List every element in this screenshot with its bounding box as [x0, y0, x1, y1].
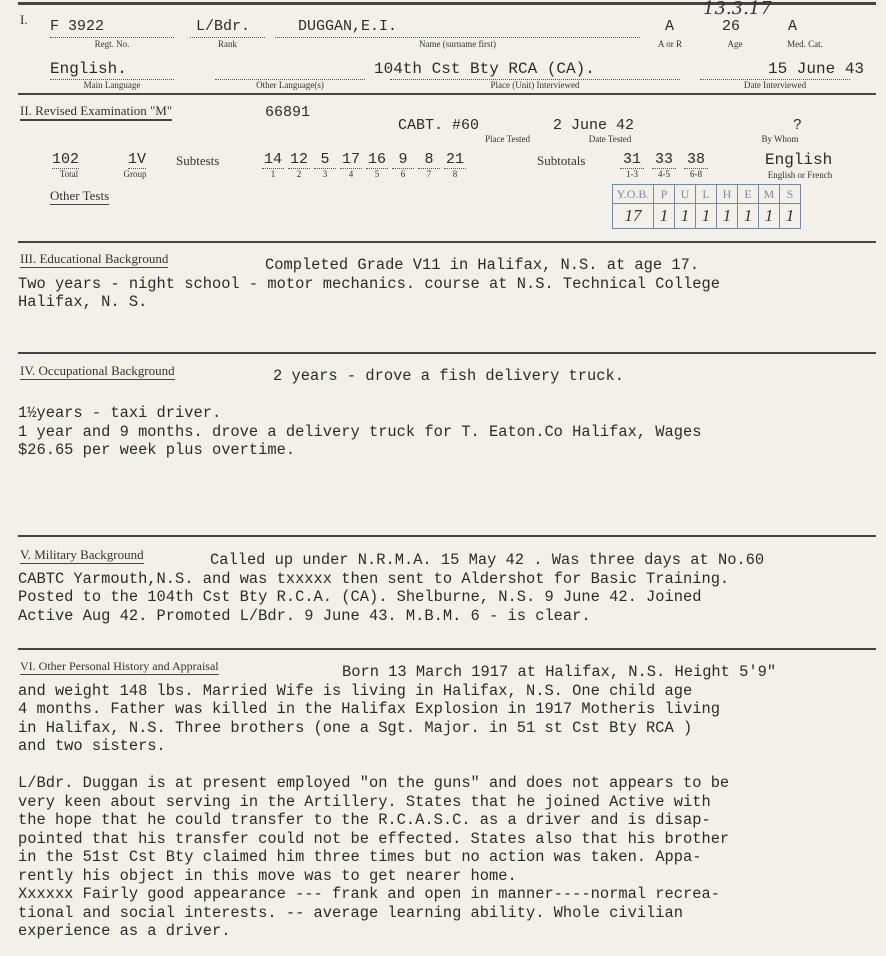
subtotals-label: Subtotals: [537, 153, 586, 168]
subtest-value: 16: [367, 151, 386, 168]
regt-no: F 3922: [50, 18, 105, 35]
exam-number: 66891: [265, 104, 311, 121]
place-tested: CABT. #60: [398, 117, 480, 134]
subtotal-range: 4-5: [658, 169, 670, 179]
subtest-score: [444, 151, 466, 179]
regt-no-label: Regt. No.: [94, 39, 130, 49]
main-language: English.: [50, 60, 127, 78]
text-line: L/Bdr. Duggan is at present employed "on the guns" and does not appears to be: [18, 774, 730, 792]
text-line: Posted to the 104th Cst Bty R.C.A. (CA). Shelburne, N.S. 9 June 42. Joined: [18, 588, 702, 606]
a-or-r-label: A or R: [657, 39, 682, 49]
subtest-value: 12: [289, 151, 308, 168]
subtest-score: [314, 151, 336, 179]
subtotal: [652, 151, 676, 179]
total-label: Total: [59, 169, 79, 179]
divider: [18, 241, 876, 243]
text-line: and two sisters.: [18, 737, 166, 755]
pulhems-header: E: [738, 185, 759, 204]
text-line: Two years - night school - motor mechanics. course at N.S. Technical College: [18, 274, 720, 293]
name: DUGGAN,E.I.: [298, 18, 398, 35]
group: 1V: [128, 151, 147, 168]
place-tested-label: Place Tested: [485, 134, 530, 144]
pulhems-header: U: [675, 185, 696, 204]
text-line: very keen about serving in the Artillery. States that he joined Active with: [18, 792, 711, 811]
divider: [18, 93, 876, 95]
date-tested-label: Date Tested: [588, 134, 632, 144]
section-title: II. Revised Examination "M": [20, 103, 172, 121]
by-whom: ?: [793, 117, 803, 134]
pulhems-value: 1: [738, 204, 759, 229]
age-label: Age: [727, 39, 743, 49]
date-interviewed: 15 June 43: [768, 60, 865, 78]
pulhems-value: 1: [780, 204, 801, 229]
age: 26: [722, 18, 741, 35]
total-score: 102: [52, 151, 80, 168]
text-line: rently his object in this move was to get nearer home.: [18, 866, 517, 885]
text-line: in the 51st Cst Bty claimed him three times but no action was taken. Appa-: [18, 848, 702, 866]
text-line: [18, 386, 701, 405]
subtest-number: 2: [296, 169, 302, 179]
subtotal-scores: [620, 151, 708, 179]
test-language: English: [765, 151, 833, 169]
subtest-value: 8: [418, 151, 440, 169]
subtotal-range: 1-3: [626, 169, 638, 179]
subtest-value: 21: [445, 151, 464, 168]
subtest-score: [418, 151, 440, 179]
subtest-value: 9: [392, 151, 414, 169]
divider: [18, 648, 876, 650]
place-interviewed: 104th Cst Bty RCA (CA).: [374, 60, 595, 78]
subtotal-value: 38: [684, 151, 708, 169]
subtest-number: 4: [348, 169, 354, 179]
pulhems-value: 17: [613, 204, 654, 229]
divider: [18, 352, 876, 354]
text-line: Completed Grade V11 in Halifax, N.S. at age 17.: [265, 256, 700, 274]
rank: L/Bdr.: [196, 18, 251, 35]
pulhems-value: 1: [654, 204, 675, 229]
text-line: in Halifax, N.S. Three brothers (one a Sgt. Major. in 51 st Cst Bty RCA ): [18, 718, 693, 737]
subtest-scores: [262, 151, 466, 179]
subtest-score: [366, 151, 388, 179]
rank-label: Rank: [218, 39, 237, 49]
subtest-number: 5: [374, 169, 380, 179]
subtest-value: 17: [341, 151, 360, 168]
section-title: III. Educational Background: [20, 251, 169, 266]
subtest-score: [340, 151, 362, 179]
pulhems-value: 1: [759, 204, 780, 229]
subtotal: [620, 151, 644, 179]
text-line: Active Aug 42. Promoted L/Bdr. 9 June 43. M.B.M. 6 - is clear.: [18, 606, 591, 625]
text-line: pointed that his transfer could not be effected. States also that his brother: [18, 829, 730, 848]
test-language-label: English or French: [767, 170, 833, 180]
subtest-number: 7: [426, 169, 432, 179]
pulhems-value: 1: [717, 204, 738, 229]
text-line: 4 months. Father was killed in the Halifax Explosion in 1917 Motheris living: [18, 700, 720, 718]
subtotal: [684, 151, 708, 179]
by-whom-label: By Whom: [761, 134, 799, 144]
main-language-label: Main Language: [83, 80, 141, 90]
text-line: [18, 756, 776, 775]
text-line: Halifax, N. S.: [18, 293, 148, 311]
text-line: tional and social interests. -- average learning ability. Whole civilian: [18, 903, 683, 922]
subtest-value: 14: [263, 151, 282, 168]
pulhems-header: H: [717, 185, 738, 204]
text-line: Called up under N.R.M.A. 15 May 42 . Was three days at No.60: [210, 551, 765, 569]
text-line: 2 years - drove a fish delivery truck.: [273, 367, 624, 385]
group-label: Group: [123, 169, 147, 179]
pulhems-header: S: [780, 185, 801, 204]
place-label: Place (Unit) Interviewed: [490, 80, 580, 90]
text-line: $26.65 per week plus overtime.: [18, 441, 296, 459]
subtest-score: [262, 151, 284, 179]
other-language-label: Other Language(s): [256, 80, 324, 90]
subtest-number: 8: [452, 169, 458, 179]
text-line: and weight 148 lbs. Married Wife is living in Halifax, N.S. One child age: [18, 681, 693, 700]
date-label: Date Interviewed: [743, 80, 807, 90]
text-line: 1 year and 9 months. drove a delivery truck for T. Eaton.Co Halifax, Wages: [18, 422, 702, 441]
text-line: experience as a driver.: [18, 922, 231, 940]
text-line: Born 13 March 1917 at Halifax, N.S. Height 5'9": [342, 663, 777, 681]
text-line: Xxxxxx Fairly good appearance --- frank and open in manner----normal recrea-: [18, 885, 720, 903]
subtest-score: [288, 151, 310, 179]
name-label: Name (surname first): [419, 39, 496, 49]
pulhems-grid: [612, 184, 801, 229]
pulhems-header: P: [654, 185, 675, 204]
med-cat: A: [788, 18, 798, 35]
section-title: VI. Other Personal History and Appraisal: [20, 659, 219, 673]
pulhems-header: L: [696, 185, 717, 204]
section-title: IV. Occupational Background: [20, 363, 175, 378]
pulhems-value: 1: [675, 204, 696, 229]
subtest-number: 3: [322, 169, 328, 179]
birth-date-note: 13.3.17: [703, 0, 772, 19]
other-tests-label: Other Tests: [50, 188, 110, 203]
text-line: CABTC Yarmouth,N.S. and was txxxxx then sent to Aldershot for Basic Training.: [18, 569, 730, 588]
subtotal-value: 31: [620, 151, 644, 169]
subtotal-value: 33: [652, 151, 676, 169]
occupational-background-text: [18, 367, 701, 460]
pulhems-header: M: [759, 185, 780, 204]
subtests-label: Subtests: [176, 153, 220, 168]
personal-history-text: [18, 663, 776, 941]
subtest-value: 5: [314, 151, 336, 169]
subtest-number: 6: [400, 169, 406, 179]
text-line: 1½years - taxi driver.: [18, 404, 222, 422]
section-title: V. Military Background: [20, 547, 144, 562]
med-cat-label: Med. Cat.: [787, 39, 823, 49]
pulhems-value: 1: [696, 204, 717, 229]
divider: [18, 535, 876, 537]
subtotal-range: 6-8: [690, 169, 702, 179]
text-line: the hope that he could transfer to the R.C.A.S.C. as a driver and is disap-: [18, 811, 711, 829]
subtest-score: [392, 151, 414, 179]
date-tested: 2 June 42: [553, 117, 635, 134]
subtest-number: 1: [270, 169, 276, 179]
section-number: I.: [20, 12, 28, 27]
pulhems-header: Y.O.B.: [613, 185, 654, 204]
a-or-r: A: [665, 18, 675, 35]
